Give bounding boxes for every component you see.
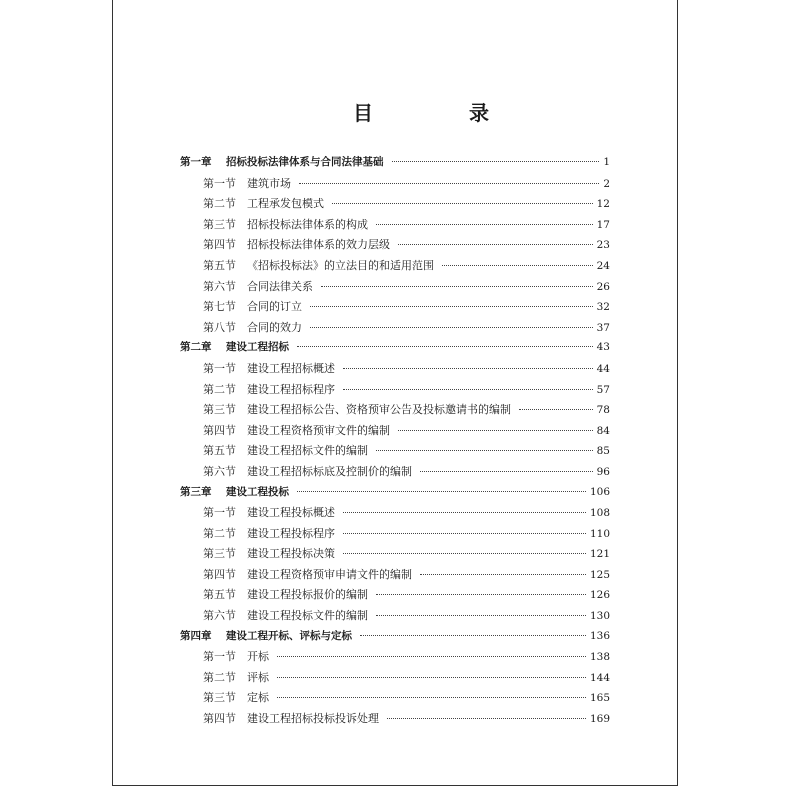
dot-leader: [420, 574, 586, 575]
page-number: 24: [596, 259, 610, 272]
entry-title: 建筑市场: [247, 176, 291, 190]
page-number: 37: [596, 321, 610, 334]
page-number: 106: [589, 485, 610, 498]
entry-number: 第一节: [203, 176, 236, 190]
entry-title: 建设工程招标标底及控制价的编制: [247, 464, 412, 478]
entry-number: 第三节: [203, 547, 236, 561]
page-number: 108: [589, 507, 610, 520]
dot-leader: [321, 286, 593, 287]
entry-number: 第二节: [203, 382, 236, 396]
dot-leader: [442, 265, 593, 266]
toc-section[interactable]: [180, 401, 610, 422]
page-number: 78: [596, 404, 610, 417]
entry-number: 第八节: [203, 320, 236, 334]
entry-number: 第五节: [203, 444, 236, 458]
page-number: 96: [596, 465, 610, 478]
toc-section[interactable]: [180, 648, 610, 669]
table-of-contents: [180, 154, 610, 731]
entry-title: 评标: [247, 670, 269, 684]
page-number: 17: [596, 218, 610, 231]
entry-number: 第三节: [203, 403, 236, 417]
page-title: 目 录: [353, 101, 527, 125]
toc-section[interactable]: [180, 710, 610, 731]
dot-leader: [360, 635, 586, 636]
page-number: 12: [596, 198, 610, 211]
toc-section[interactable]: [180, 566, 610, 587]
entry-title: 合同的效力: [247, 320, 302, 334]
entry-title: 合同法律关系: [247, 279, 313, 293]
entry-number: 第一章: [180, 156, 212, 168]
toc-section[interactable]: [180, 422, 610, 443]
toc-section[interactable]: [180, 236, 610, 257]
page-number: 44: [596, 362, 610, 375]
page-number: 110: [589, 527, 610, 540]
page-number: 23: [596, 239, 610, 252]
entry-title: 招标投标法律体系的构成: [247, 217, 368, 231]
toc-chapter-4[interactable]: [180, 628, 610, 649]
entry-title: 工程承发包模式: [247, 197, 324, 211]
page-number: 85: [596, 445, 610, 458]
entry-title: 合同的订立: [247, 300, 302, 314]
entry-title: 定标: [247, 691, 269, 705]
dot-leader: [310, 327, 593, 328]
entry-number: 第一节: [203, 650, 236, 664]
entry-title: 建设工程投标报价的编制: [247, 588, 368, 602]
dot-leader: [310, 306, 593, 307]
entry-title: 建设工程招标概述: [247, 361, 335, 375]
entry-number: 第二章: [180, 341, 212, 354]
entry-title: 建设工程招标: [226, 341, 289, 354]
dot-leader: [343, 368, 593, 369]
entry-number: 第六节: [203, 279, 236, 293]
toc-section[interactable]: [180, 381, 610, 402]
entry-title: 招标投标法律体系的效力层级: [247, 238, 390, 252]
page-number: 121: [589, 548, 610, 561]
toc-section[interactable]: [180, 360, 610, 381]
entry-title: 开标: [247, 650, 269, 664]
toc-section[interactable]: [180, 463, 610, 484]
toc-section[interactable]: [180, 669, 610, 690]
entry-title: 《招标投标法》的立法目的和适用范围: [247, 258, 434, 272]
page-number: 125: [589, 568, 610, 581]
entry-title: 建设工程资格预审文件的编制: [247, 423, 390, 437]
dot-leader: [297, 491, 586, 492]
dot-leader: [392, 161, 600, 162]
page-number: 130: [589, 610, 610, 623]
dot-leader: [277, 677, 586, 678]
dot-leader: [376, 224, 593, 225]
entry-title: 建设工程投标概述: [247, 506, 335, 520]
dot-leader: [277, 697, 586, 698]
entry-title: 建设工程招标程序: [247, 382, 335, 396]
toc-section[interactable]: [180, 689, 610, 710]
page-number: 126: [589, 589, 610, 602]
page-number: 138: [589, 651, 610, 664]
entry-number: 第四节: [203, 567, 236, 581]
entry-title: 建设工程招标公告、资格预审公告及投标邀请书的编制: [247, 403, 511, 417]
entry-title: 建设工程资格预审申请文件的编制: [247, 567, 412, 581]
toc-section[interactable]: [180, 298, 610, 319]
dot-leader: [343, 553, 586, 554]
entry-number: 第三节: [203, 217, 236, 231]
entry-title: 建设工程投标程序: [247, 526, 335, 540]
entry-number: 第二节: [203, 526, 236, 540]
toc-section[interactable]: [180, 195, 610, 216]
dot-leader: [299, 183, 599, 184]
dot-leader: [376, 594, 586, 595]
toc-section[interactable]: [180, 442, 610, 463]
entry-number: 第四章: [180, 629, 212, 642]
entry-number: 第二节: [203, 670, 236, 684]
page-number: 136: [589, 629, 610, 642]
dot-leader: [387, 718, 586, 719]
toc-section[interactable]: [180, 216, 610, 237]
toc-section[interactable]: [180, 545, 610, 566]
dot-leader: [519, 409, 593, 410]
dot-leader: [376, 450, 593, 451]
dot-leader: [343, 512, 586, 513]
toc-section[interactable]: [180, 319, 610, 340]
entry-title: 建设工程投标决策: [247, 547, 335, 561]
entry-number: 第四节: [203, 238, 236, 252]
page-number: 84: [596, 424, 610, 437]
page-number: 2: [603, 177, 610, 190]
dot-leader: [343, 389, 593, 390]
toc-section[interactable]: [180, 257, 610, 278]
dot-leader: [398, 244, 593, 245]
toc-section[interactable]: [180, 278, 610, 299]
page-number: 144: [589, 671, 610, 684]
page-number: 43: [596, 341, 610, 354]
dot-leader: [332, 203, 593, 204]
toc-section[interactable]: [180, 586, 610, 607]
page-number: 165: [589, 692, 610, 705]
toc-chapter-3[interactable]: [180, 484, 610, 505]
entry-number: 第一节: [203, 361, 236, 375]
page-number: 32: [596, 301, 610, 314]
toc-section[interactable]: [180, 607, 610, 628]
entry-number: 第五节: [203, 588, 236, 602]
entry-number: 第一节: [203, 506, 236, 520]
toc-section[interactable]: [180, 175, 610, 196]
entry-number: 第六节: [203, 609, 236, 623]
page-number: 26: [596, 280, 610, 293]
dot-leader: [376, 615, 586, 616]
toc-chapter-2[interactable]: [180, 339, 610, 360]
entry-title: 招标投标法律体系与合同法律基础: [226, 156, 384, 168]
toc-section[interactable]: [180, 504, 610, 525]
page-number: 169: [589, 713, 610, 726]
dot-leader: [398, 430, 593, 431]
toc-chapter-1[interactable]: [180, 154, 610, 175]
dot-leader: [420, 471, 593, 472]
entry-number: 第二节: [203, 197, 236, 211]
entry-number: 第三章: [180, 485, 212, 498]
entry-number: 第五节: [203, 258, 236, 272]
entry-number: 第四节: [203, 712, 236, 726]
entry-number: 第四节: [203, 423, 236, 437]
entry-number: 第三节: [203, 691, 236, 705]
dot-leader: [297, 346, 593, 347]
dot-leader: [277, 656, 586, 657]
toc-section[interactable]: [180, 525, 610, 546]
entry-number: 第六节: [203, 464, 236, 478]
entry-number: 第七节: [203, 300, 236, 314]
entry-title: 建设工程开标、评标与定标: [226, 629, 352, 642]
entry-title: 建设工程投标: [226, 485, 289, 498]
entry-title: 建设工程招标投标投诉处理: [247, 712, 379, 726]
page-number: 57: [596, 383, 610, 396]
entry-title: 建设工程投标文件的编制: [247, 609, 368, 623]
page-number: 1: [603, 156, 610, 168]
dot-leader: [343, 533, 586, 534]
entry-title: 建设工程招标文件的编制: [247, 444, 368, 458]
